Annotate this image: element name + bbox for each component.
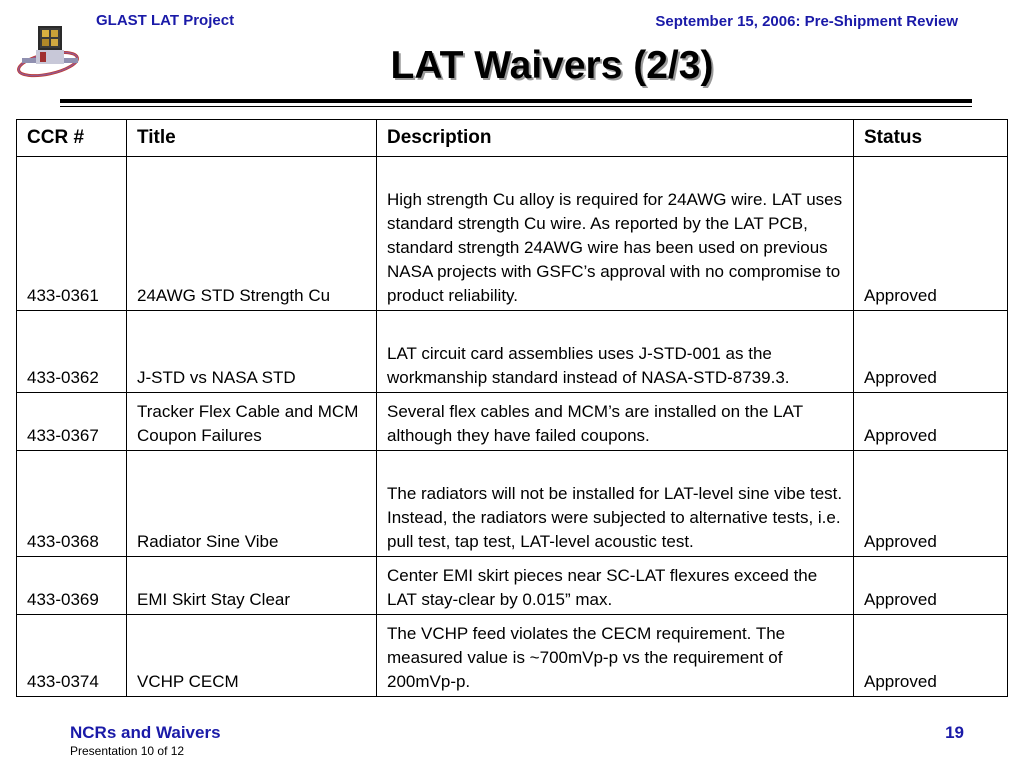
waiver-title: 24AWG STD Strength Cu — [127, 157, 377, 311]
column-header-title: Title — [127, 120, 377, 157]
waiver-status: Approved — [854, 311, 1008, 393]
ccr-number: 433-0368 — [17, 451, 127, 557]
waiver-status: Approved — [854, 451, 1008, 557]
page-number: 19 — [945, 723, 964, 742]
waiver-status: Approved — [854, 157, 1008, 311]
table-row — [17, 157, 1008, 311]
footer-section-title: NCRs and Waivers — [70, 723, 221, 742]
table-header-row — [17, 120, 1008, 157]
waiver-description: Several flex cables and MCM’s are installed on the LAT although they have failed coupons. — [377, 393, 854, 451]
table-row — [17, 557, 1008, 615]
column-header-status: Status — [854, 120, 1008, 157]
project-name: GLAST LAT Project — [96, 12, 235, 29]
title-divider-thick — [60, 99, 972, 103]
ccr-number: 433-0374 — [17, 615, 127, 697]
waiver-title: Tracker Flex Cable and MCM Coupon Failures — [127, 393, 377, 451]
ccr-number: 433-0367 — [17, 393, 127, 451]
ccr-number: 433-0362 — [17, 311, 127, 393]
waiver-status: Approved — [854, 615, 1008, 697]
ccr-number: 433-0369 — [17, 557, 127, 615]
waiver-description: High strength Cu alloy is required for 24AWG wire. LAT uses standard strength Cu wire. As reported by the LAT PCB, standard strength 24AWG wire has been used on previous NASA projects with GSFC’s approval with no compromise to product reliability. — [377, 157, 854, 311]
waiver-status: Approved — [854, 557, 1008, 615]
waiver-title: J-STD vs NASA STD — [127, 311, 377, 393]
title-divider-thin — [60, 106, 972, 107]
waiver-title: Radiator Sine Vibe — [127, 451, 377, 557]
table-row — [17, 393, 1008, 451]
table-row — [17, 615, 1008, 697]
waiver-title: EMI Skirt Stay Clear — [127, 557, 377, 615]
waivers-table — [16, 119, 1008, 697]
review-date: September 15, 2006: Pre-Shipment Review — [655, 13, 958, 30]
column-header-description: Description — [377, 120, 854, 157]
waiver-description: The radiators will not be installed for LAT-level sine vibe test. Instead, the radiators were subjected to alternative tests, i.e. pull test, tap test, LAT-level acoustic test. — [377, 451, 854, 557]
slide-title: LAT Waivers (2/3) — [390, 44, 714, 87]
waiver-description: The VCHP feed violates the CECM requirement. The measured value is ~700mVp-p vs the requirement of 200mVp-p. — [377, 615, 854, 697]
column-header-ccr: CCR # — [17, 120, 127, 157]
table-row — [17, 451, 1008, 557]
table-row — [17, 311, 1008, 393]
footer-presentation-count: Presentation 10 of 12 — [70, 744, 185, 758]
waiver-description: Center EMI skirt pieces near SC-LAT flexures exceed the LAT stay-clear by 0.015” max. — [377, 557, 854, 615]
ccr-number: 433-0361 — [17, 157, 127, 311]
waiver-title: VCHP CECM — [127, 615, 377, 697]
waiver-description: LAT circuit card assemblies uses J-STD-001 as the workmanship standard instead of NASA-STD-8739.3. — [377, 311, 854, 393]
waiver-status: Approved — [854, 393, 1008, 451]
